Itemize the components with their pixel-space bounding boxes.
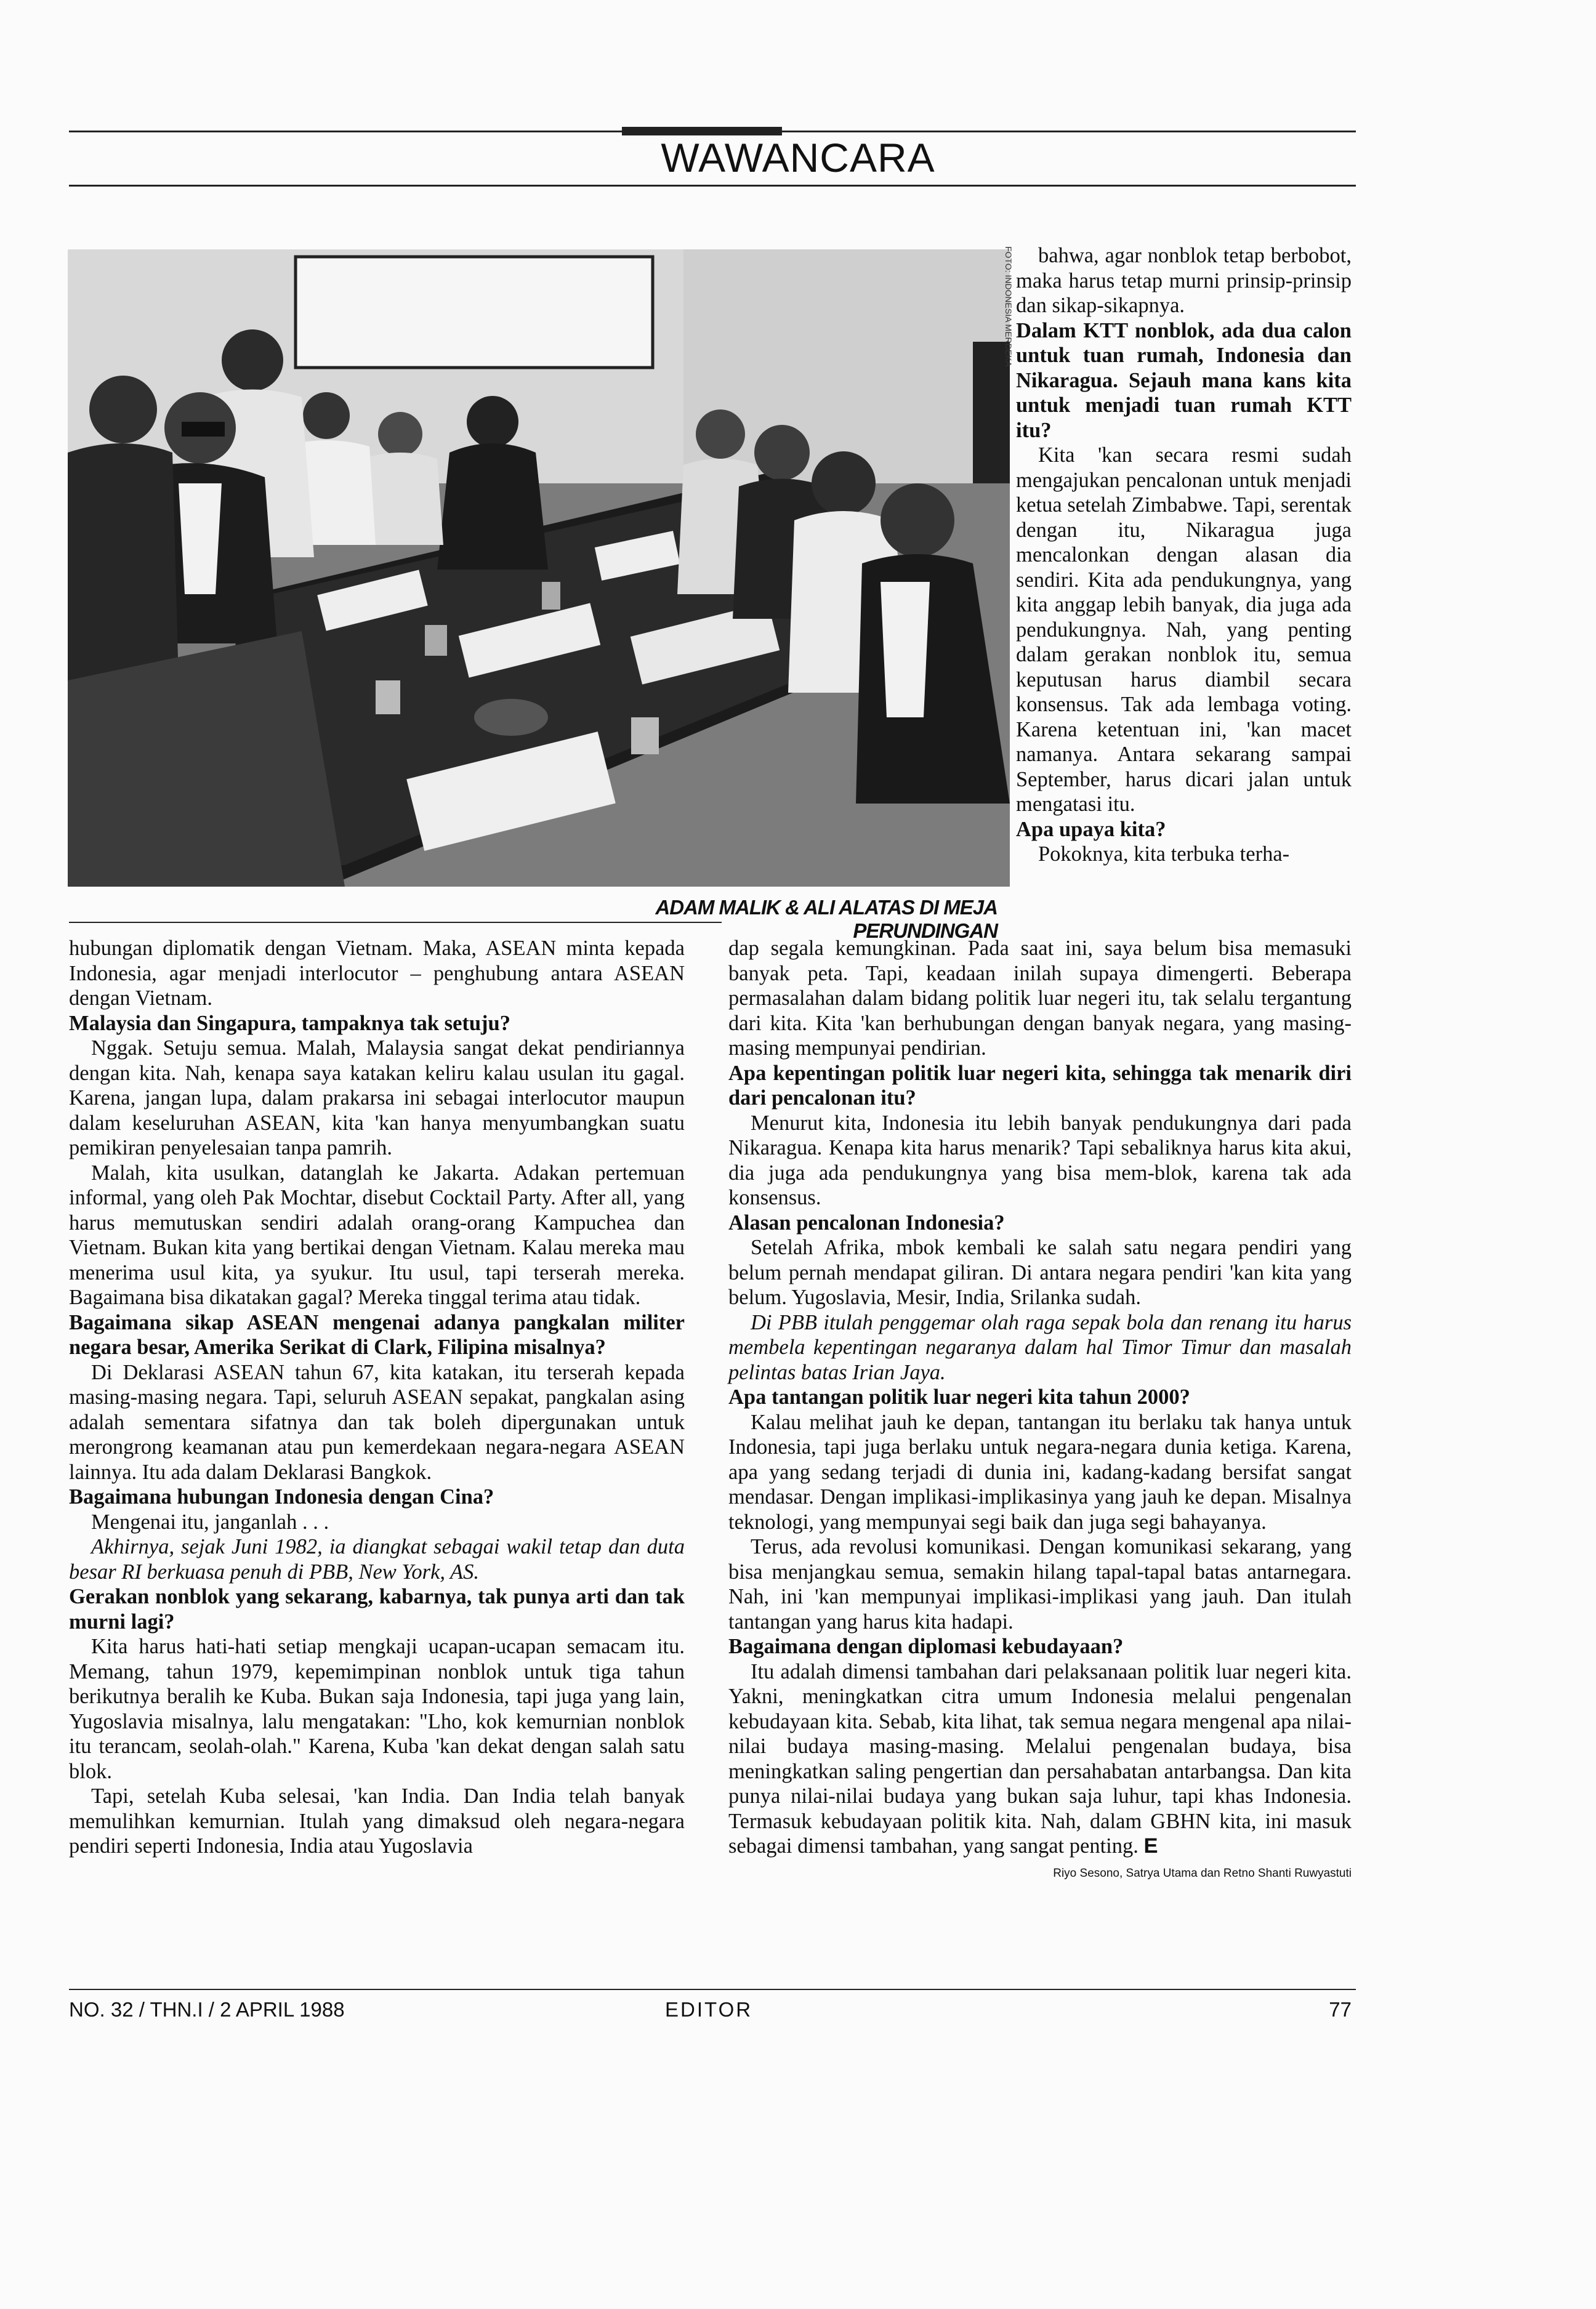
interview-paragraph: Menurut kita, Indonesia itu lebih banyak pendukungnya dari pada Nikaragua. Kenapa kita harus menarik? Tapi sebaliknya harus kita akui, dia juga ada pendukungnya yang bisa mem-blok, karena tak ada konsensus.	[728, 1111, 1352, 1209]
author-credit: Riyo Sesono, Satrya Utama dan Retno Shanti Ruwyastuti	[1053, 1866, 1352, 1880]
header-bottom-rule	[69, 185, 1356, 187]
footer-magazine: EDITOR	[665, 1998, 753, 2021]
interview-paragraph: Nggak. Setuju semua. Malah, Malaysia sangat dekat pendiriannya dengan kita. Nah, kenapa saya katakan keliru kalau usulan itu gagal. Karena, jangan lupa, dalam prakarsa ini sebagai interlocutor maupun dalam keseluruhan ASEAN, kita 'kan hanya menyumbangkan suatu pemikiran penyelesaian tanpa pamrih.	[69, 1036, 685, 1159]
interview-paragraph: Terus, ada revolusi komunikasi. Dengan komunikasi sekarang, yang bisa menjangkau semua, semakin hilang tapal-tapal batas antarnegara. Nah, ini 'kan mempunyai implikasi-implikasi yang jauh. Dan itulah tantangan yang harus kita hadapi.	[728, 1535, 1352, 1634]
interview-paragraph: Itu adalah dimensi tambahan dari pelaksanaan politik luar negeri kita. Yakni, meningkatkan citra umum Indonesia melalui pengenalan kebudayaan kita. Sebab, kita lihat, tak semua negara mengenal apa nilai-nilai budaya masing-masing. Melalui pengenalan budaya, bisa meningkatkan saling pengertian dan persahabatan antarbangsa. Dan kita punya nilai-nilai budaya yang bukan saja luhur, tapi khas Indonesia. Termasuk kebudayaan politik kita. Nah, dalam GBHN kita, ini masuk sebagai dimensi tambahan, yang sangat penting. E	[728, 1659, 1352, 1858]
interview-question: Bagaimana sikap ASEAN mengenai adanya pangkalan militer negara besar, Amerika Serikat di Clark, Filipina misalnya?	[69, 1310, 685, 1359]
photo-credit: FOTO: INDONESIA MERDEKA	[1004, 246, 1014, 367]
section-title: WAWANCARA	[661, 135, 935, 180]
interview-paragraph: Pokoknya, kita terbuka terha-	[1038, 842, 1290, 866]
interview-paragraph: Akhirnya, sejak Juni 1982, ia diangkat sebagai wakil tetap dan duta besar RI berkuasa penuh di PBB, New York, AS.	[69, 1535, 685, 1584]
right-column	[728, 936, 1352, 1886]
interview-paragraph: Di PBB itulah penggemar olah raga sepak bola dan renang itu harus membela kepentingan negaranya dalam hal Timor Timur dan masalah pelintas batas Irian Jaya.	[728, 1310, 1352, 1384]
interview-question: Malaysia dan Singapura, tampaknya tak setuju?	[69, 1011, 510, 1035]
interview-question: Bagaimana dengan diplomasi kebudayaan?	[728, 1635, 1124, 1658]
photo-caption: ADAM MALIK & ALI ALATAS DI MEJA PERUNDINGAN	[655, 896, 997, 942]
interview-question: Apa upaya kita?	[1016, 817, 1166, 841]
interview-paragraph: Kita harus hati-hati setiap mengkaji ucapan-ucapan semacam itu. Memang, tahun 1979, kepemimpinan nonblok untuk tiga tahun berikutnya beralih ke Kuba. Bukan saja Indonesia, tapi juga yang lain, Yugoslavia misalnya, lalu mengatakan: "Lho, kok kemurnian nonblok itu terancam, seolah-olah." Karena, Kuba 'kan dekat dengan salah satu blok.	[69, 1635, 685, 1783]
left-column	[69, 936, 685, 1859]
interview-paragraph: Kita 'kan secara resmi sudah mengajukan pencalonan untuk menjadi ketua setelah Zimbabwe. Tapi, serentak dengan itu, Nikaragua juga mencalonkan dengan alasan dia sendiri. Kita ada pendukungnya, yang kita anggap lebih banyak, dia juga ada pendukungnya. Nah, yang penting dalam gerakan nonblok itu, semua keputusan harus diambil secara konsensus. Tak ada lembaga voting. Karena ketentuan ini, 'kan macet namanya. Antara sekarang sampai September, harus dicari jalan untuk mengatasi itu.	[1016, 443, 1352, 816]
interview-paragraph: hubungan diplomatik dengan Vietnam. Maka, ASEAN minta kepada Indonesia, agar menjadi interlocutor – penghubung antara ASEAN dengan Vietnam.	[69, 937, 685, 1010]
interview-question: Apa kepentingan politik luar negeri kita, sehingga tak menarik diri dari pencalonan itu?	[728, 1061, 1352, 1110]
interview-paragraph: Tapi, setelah Kuba selesai, 'kan India. Dan India telah banyak memulihkan kemurnian. Itulah yang dimaksud oleh negara-negara pendiri seperti Indonesia, India atau Yugoslavia	[69, 1784, 685, 1858]
meeting-photo	[68, 249, 1010, 887]
interview-paragraph: Di Deklarasi ASEAN tahun 67, kita katakan, itu terserah kepada masing-masing negara. Tapi, seluruh ASEAN sepakat, pangkalan asing adalah sementara sifatnya dan tak boleh dipergunakan untuk merongrong keamanan atau pun kemerdekaan negara-negara ASEAN lainnya. Itu ada dalam Deklarasi Bangkok.	[69, 1360, 685, 1484]
interview-paragraph: dap segala kemungkinan. Pada saat ini, saya belum bisa memasuki banyak peta. Tapi, keadaan inilah supaya dimengerti. Beberapa permasalahan dalam bidang politik luar negeri itu, tak selalu tergantung dari kita. Kita 'kan berhubungan dengan banyak negara, yang masing-masing mempunyai pendirian.	[728, 937, 1352, 1060]
footer-page-number: 77	[1329, 1998, 1352, 2021]
interview-paragraph: bahwa, agar nonblok tetap berbobot, maka harus tetap murni prinsip-prinsip dan sikap-sikapnya.	[1016, 244, 1352, 317]
interview-question: Gerakan nonblok yang sekarang, kabarnya, tak punya arti dan tak murni lagi?	[69, 1585, 685, 1634]
photo-bottom-rule	[69, 922, 722, 923]
interview-paragraph: Malah, kita usulkan, datanglah ke Jakarta. Adakan pertemuan informal, yang oleh Pak Mochtar, disebut Cocktail Party. After all, yang harus memutuskan sendiri adalah orang-orang Kampuchea dan Vietnam. Bukan kita yang bertikai dengan Vietnam. Kalau mereka mau menerima usul kita, ya syukur. Itu usul, tapi terserah mereka. Bagaimana bisa dikatakan gagal? Mereka tinggal terima atau tidak.	[69, 1161, 685, 1309]
footer-issue: NO. 32 / THN.I / 2 APRIL 1988	[69, 1998, 345, 2021]
end-mark: E	[1143, 1834, 1158, 1858]
interview-question: Apa tantangan politik luar negeri kita tahun 2000?	[728, 1385, 1190, 1409]
right-top-column	[1016, 243, 1352, 867]
interview-question: Alasan pencalonan Indonesia?	[728, 1211, 1005, 1235]
interview-question: Bagaimana hubungan Indonesia dengan Cina?	[69, 1485, 494, 1509]
interview-paragraph: Mengenai itu, janganlah . . .	[91, 1510, 329, 1534]
footer-rule	[69, 1989, 1356, 1990]
interview-paragraph: Setelah Afrika, mbok kembali ke salah satu negara pendiri yang belum pernah mendapat giliran. Di antara negara pendiri 'kan kita yang belum. Yugoslavia, Mesir, India, Srilanka sudah.	[728, 1236, 1352, 1309]
meeting-photo-illustration	[68, 249, 1010, 887]
interview-question: Dalam KTT nonblok, ada dua calon untuk tuan rumah, Indonesia dan Nikaragua. Sejauh mana kans kita untuk menjadi tuan rumah KTT itu?	[1016, 318, 1352, 442]
interview-paragraph: Kalau melihat jauh ke depan, tantangan itu berlaku tak hanya untuk Indonesia, tapi juga berlaku untuk negara-negara dunia ketiga. Karena, apa yang sedang terjadi di dunia ini, kadang-kadang bersifat sangat mendasar. Dengan implikasi-implikasinya yang jauh ke depan. Misalnya teknologi, yang mempunyai segi baik dan juga segi bahayanya.	[728, 1410, 1352, 1534]
